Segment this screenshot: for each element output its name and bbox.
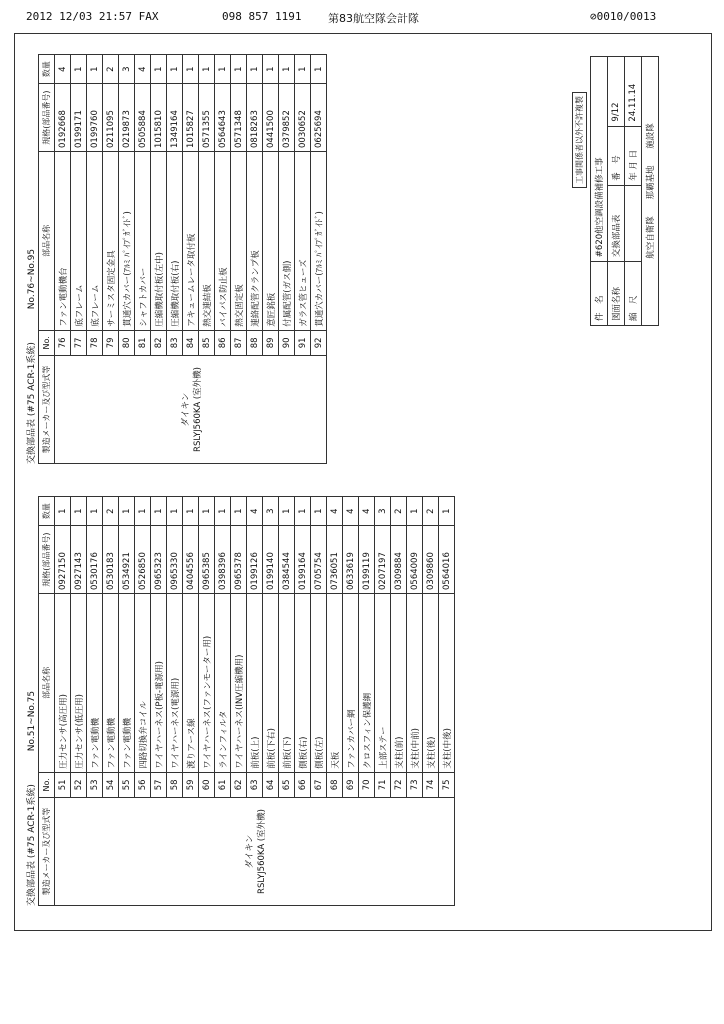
cell-no: 63	[247, 772, 263, 797]
cell-qty: 3	[375, 497, 391, 526]
info-value: 24.11.14	[625, 57, 642, 127]
cell-qty: 1	[167, 55, 183, 84]
cell-name: 前板(上)	[247, 593, 263, 772]
cell-name: 熱交固定板	[231, 151, 247, 330]
info-footer: 航空自衛隊 那覇基地 施設隊	[642, 57, 659, 326]
cell-qty: 1	[151, 497, 167, 526]
cell-qty: 3	[119, 55, 135, 84]
cell-spec: 0441500	[263, 84, 279, 152]
cell-spec: 0927143	[71, 526, 87, 594]
cell-qty: 4	[343, 497, 359, 526]
cell-no: 58	[167, 772, 183, 797]
cell-name: アキュームレータ取付板	[183, 151, 199, 330]
cell-no: 64	[263, 772, 279, 797]
cell-name: シャフトカバー	[135, 151, 151, 330]
cell-no: 71	[375, 772, 391, 797]
cell-spec: 0633619	[343, 526, 359, 594]
cell-spec: 0199171	[71, 84, 87, 152]
cell-spec: 0219873	[119, 84, 135, 152]
cell-name: 支柱(中前)	[407, 593, 423, 772]
cell-spec: 0927150	[55, 526, 71, 594]
info-label: 番 号	[608, 126, 625, 185]
cell-spec: 0526850	[135, 526, 151, 594]
header-qty: 数量	[39, 497, 55, 526]
cell-qty: 1	[215, 497, 231, 526]
cell-name: 前板(下)	[279, 593, 295, 772]
cell-no: 59	[183, 772, 199, 797]
cell-spec: 0199140	[263, 526, 279, 594]
cell-spec: 0564016	[439, 526, 455, 594]
cell-spec: 1349164	[167, 84, 183, 152]
cell-qty: 1	[231, 55, 247, 84]
title-block	[590, 56, 659, 326]
cell-name: 底フレーム	[71, 151, 87, 330]
cell-name: 意匠銘板	[263, 151, 279, 330]
fax-page: ⊘0010/0013	[590, 10, 657, 23]
cell-spec: 0965330	[167, 526, 183, 594]
cell-qty: 2	[103, 497, 119, 526]
cell-no: 69	[343, 772, 359, 797]
header-spec: 規格(部品番号)	[39, 526, 55, 594]
cell-name: ワイヤハーネス(INV圧縮機用)	[231, 593, 247, 772]
cell-qty: 1	[167, 497, 183, 526]
cell-qty: 1	[199, 55, 215, 84]
cell-qty: 4	[135, 55, 151, 84]
cell-no: 74	[423, 772, 439, 797]
cell-spec: 0564009	[407, 526, 423, 594]
cell-name: 貫通穴カバー(ｱﾙﾐ ﾊﾟｲﾌﾟｶﾞｲﾄﾞ)	[311, 151, 327, 330]
cell-name: 貫通穴カバー(ｱﾙﾐ ﾊﾟｲﾌﾟｶﾞｲﾄﾞ)	[119, 151, 135, 330]
cell-qty: 4	[55, 55, 71, 84]
cell-qty: 4	[247, 497, 263, 526]
cell-name: 付属配管(ガス側)	[279, 151, 295, 330]
cell-qty: 1	[87, 497, 103, 526]
cell-name: ファンカバー網	[343, 593, 359, 772]
cell-name: 四路切換弁コイル	[135, 593, 151, 772]
cell-qty: 1	[151, 55, 167, 84]
cell-no: 54	[103, 772, 119, 797]
copy-restriction-stamp: 工事関係者以外不許複製	[572, 92, 587, 188]
cell-no: 88	[247, 330, 263, 355]
cell-name: 前板(下右)	[263, 593, 279, 772]
cell-no: 90	[279, 330, 295, 355]
cell-no: 70	[359, 772, 375, 797]
info-value: 交換部品表	[608, 185, 625, 261]
cell-name: ファン電動機	[87, 593, 103, 772]
cell-spec: 1015827	[183, 84, 199, 152]
info-value: #620他空調設備補修工事	[591, 57, 608, 262]
cell-no: 73	[407, 772, 423, 797]
cell-no: 78	[87, 330, 103, 355]
info-label: 年 月 日	[625, 126, 642, 185]
cell-no: 75	[439, 772, 455, 797]
maker-name: ダイキン	[180, 392, 191, 427]
cell-no: 76	[55, 330, 71, 355]
right-table-caption: 交換部品表 (#75 ACR-1系統) No.76~No.95	[27, 248, 37, 464]
maker-name: ダイキン	[244, 834, 255, 869]
cell-no: 62	[231, 772, 247, 797]
info-value	[625, 185, 642, 261]
left-table-caption: 交換部品表 (#75 ACR-1系統) No.51~No.75	[27, 690, 37, 906]
cell-spec: 0534921	[119, 526, 135, 594]
cell-qty: 1	[135, 497, 151, 526]
cell-spec: 0965378	[231, 526, 247, 594]
cell-qty: 1	[439, 497, 455, 526]
cell-no: 91	[295, 330, 311, 355]
cell-name: 側板(右)	[295, 593, 311, 772]
header-maker: 製造メーカー及び型式等	[39, 797, 55, 905]
cell-spec: 0736051	[327, 526, 343, 594]
cell-no: 61	[215, 772, 231, 797]
cell-qty: 1	[311, 497, 327, 526]
fax-sender: 第83航空隊会計隊	[328, 12, 419, 25]
cell-no: 53	[87, 772, 103, 797]
cell-qty: 1	[71, 497, 87, 526]
cell-name: 圧縮機取付板(右)	[167, 151, 183, 330]
header-maker: 製造メーカー及び型式等	[39, 355, 55, 463]
cell-name: 圧力センサ(低圧用)	[71, 593, 87, 772]
cell-spec: 0965323	[151, 526, 167, 594]
model-name: RSLYJ560KA (室外機)	[256, 809, 267, 894]
cell-name: 支柱(中後)	[439, 593, 455, 772]
cell-name: 底フレーム	[87, 151, 103, 330]
cell-name: 支柱(前)	[391, 593, 407, 772]
cell-qty: 2	[103, 55, 119, 84]
cell-spec: 0530183	[103, 526, 119, 594]
cell-qty: 1	[199, 497, 215, 526]
cell-no: 77	[71, 330, 87, 355]
cell-qty: 1	[71, 55, 87, 84]
cell-name: 上部ステー	[375, 593, 391, 772]
cell-spec: 0211095	[103, 84, 119, 152]
info-label: 縮 尺	[625, 262, 642, 326]
cell-name: 側板(左)	[311, 593, 327, 772]
cell-qty: 4	[327, 497, 343, 526]
cell-spec: 0571348	[231, 84, 247, 152]
cell-name: 熱交連結板	[199, 151, 215, 330]
table-row	[55, 497, 71, 906]
cell-name: ファン電動機	[103, 593, 119, 772]
fax-number: 098 857 1191	[222, 10, 302, 23]
cell-no: 51	[55, 772, 71, 797]
cell-name: バイパス防止板	[215, 151, 231, 330]
cell-spec: 0965385	[199, 526, 215, 594]
cell-name: ワイヤハーネス(電源用)	[167, 593, 183, 772]
cell-spec: 0379852	[279, 84, 295, 152]
cell-qty: 1	[183, 55, 199, 84]
cell-name: サーミスタ固定金具	[103, 151, 119, 330]
cell-qty: 2	[423, 497, 439, 526]
cell-spec: 0199119	[359, 526, 375, 594]
cell-spec: 0309860	[423, 526, 439, 594]
header-spec: 規格(部品番号)	[39, 84, 55, 152]
cell-qty: 1	[183, 497, 199, 526]
right-parts-table	[38, 54, 327, 464]
cell-no: 55	[119, 772, 135, 797]
cell-no: 57	[151, 772, 167, 797]
cell-name: ファン電動機台	[55, 151, 71, 330]
cell-no: 92	[311, 330, 327, 355]
cell-qty: 4	[359, 497, 375, 526]
cell-no: 72	[391, 772, 407, 797]
cell-qty: 1	[279, 497, 295, 526]
cell-no: 66	[295, 772, 311, 797]
info-value: 9/12	[608, 57, 625, 127]
cell-name: ラインフィルタ	[215, 593, 231, 772]
cell-no: 84	[183, 330, 199, 355]
cell-spec: 0199164	[295, 526, 311, 594]
cell-qty: 1	[87, 55, 103, 84]
cell-qty: 2	[391, 497, 407, 526]
fax-page-icon: ⊘	[590, 10, 597, 23]
cell-name: ファン電動機	[119, 593, 135, 772]
cell-no: 67	[311, 772, 327, 797]
cell-no: 82	[151, 330, 167, 355]
cell-no: 85	[199, 330, 215, 355]
info-label: 図面名称	[608, 262, 625, 326]
cell-qty: 1	[247, 55, 263, 84]
cell-no: 52	[71, 772, 87, 797]
model-name: RSLYJ560KA (室外機)	[192, 367, 203, 452]
cell-spec: 0207197	[375, 526, 391, 594]
info-label: 件 名	[591, 262, 608, 326]
cell-spec: 0398396	[215, 526, 231, 594]
cell-spec: 1015810	[151, 84, 167, 152]
cell-spec: 0530176	[87, 526, 103, 594]
cell-qty: 1	[311, 55, 327, 84]
cell-spec: 0571355	[199, 84, 215, 152]
fax-header	[0, 0, 724, 34]
cell-spec: 0404556	[183, 526, 199, 594]
cell-qty: 3	[263, 497, 279, 526]
header-qty: 数量	[39, 55, 55, 84]
fax-datetime: 2012 12/03 21:57 FAX	[26, 10, 159, 23]
cell-spec: 0030652	[295, 84, 311, 152]
maker-cell	[55, 797, 455, 905]
cell-no: 86	[215, 330, 231, 355]
cell-spec: 0384544	[279, 526, 295, 594]
cell-qty: 1	[263, 55, 279, 84]
cell-spec: 0818263	[247, 84, 263, 152]
header-no: No.	[39, 772, 55, 797]
cell-qty: 1	[279, 55, 295, 84]
cell-qty: 1	[407, 497, 423, 526]
cell-qty: 1	[55, 497, 71, 526]
cell-qty: 1	[231, 497, 247, 526]
cell-name: ワイヤハーネス(P板-電源用)	[151, 593, 167, 772]
cell-no: 68	[327, 772, 343, 797]
cell-name: クロスフィン保護網	[359, 593, 375, 772]
cell-spec: 0564643	[215, 84, 231, 152]
cell-no: 79	[103, 330, 119, 355]
cell-qty: 1	[295, 497, 311, 526]
cell-qty: 1	[295, 55, 311, 84]
header-name: 部品名称	[39, 593, 55, 772]
header-no: No.	[39, 330, 55, 355]
cell-name: 渡りアース線	[183, 593, 199, 772]
cell-no: 87	[231, 330, 247, 355]
cell-no: 60	[199, 772, 215, 797]
cell-spec: 0192668	[55, 84, 71, 152]
cell-spec: 0625694	[311, 84, 327, 152]
cell-name: 連絡配管クランプ板	[247, 151, 263, 330]
cell-spec: 0505884	[135, 84, 151, 152]
cell-name: 天板	[327, 593, 343, 772]
cell-no: 83	[167, 330, 183, 355]
cell-spec: 0309884	[391, 526, 407, 594]
table-row	[55, 55, 71, 464]
cell-no: 65	[279, 772, 295, 797]
cell-name: ガラス管ヒューズ	[295, 151, 311, 330]
cell-no: 89	[263, 330, 279, 355]
header-name: 部品名称	[39, 151, 55, 330]
cell-qty: 1	[119, 497, 135, 526]
maker-cell	[55, 355, 327, 463]
cell-no: 56	[135, 772, 151, 797]
cell-name: 圧力センサ(高圧用)	[55, 593, 71, 772]
cell-name: ワイヤハーネス(ファンモーター用)	[199, 593, 215, 772]
cell-name: 支柱(後)	[423, 593, 439, 772]
cell-no: 80	[119, 330, 135, 355]
cell-spec: 0705754	[311, 526, 327, 594]
cell-no: 81	[135, 330, 151, 355]
cell-spec: 0199126	[247, 526, 263, 594]
cell-name: 圧縮機取付板(左中)	[151, 151, 167, 330]
cell-spec: 0199760	[87, 84, 103, 152]
rotated-sheet	[16, 34, 708, 926]
cell-qty: 1	[215, 55, 231, 84]
left-parts-table	[38, 496, 455, 906]
